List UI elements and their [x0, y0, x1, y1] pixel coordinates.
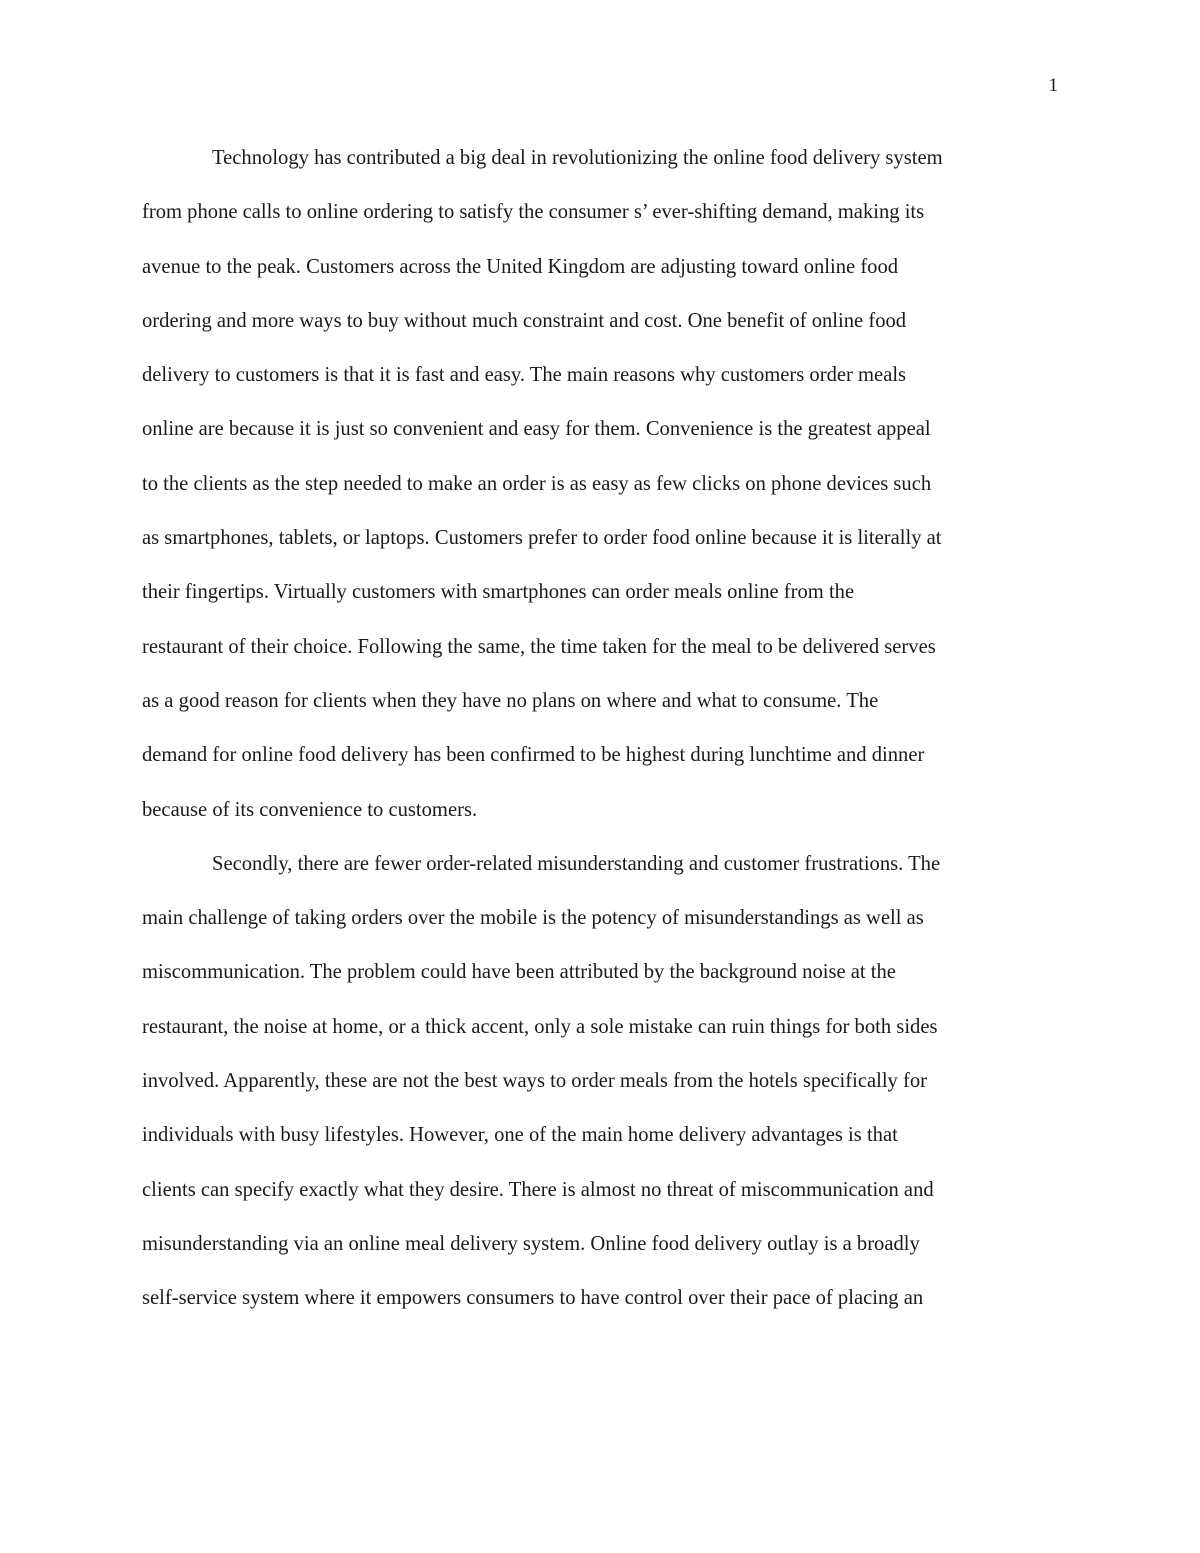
paragraph-line: to the clients as the step needed to make an order is as easy as few clicks on phone devices such: [142, 472, 932, 495]
paragraph-line: misunderstanding via an online meal delivery system. Online food delivery outlay is a broadly: [142, 1232, 920, 1255]
paragraph-line: as a good reason for clients when they have no plans on where and what to consume. The: [142, 689, 879, 712]
paragraph-line: individuals with busy lifestyles. However, one of the main home delivery advantages is that: [142, 1124, 898, 1147]
paragraph-line: self-service system where it empowers consumers to have control over their pace of placing an: [142, 1287, 924, 1310]
paragraph-line: miscommunication. The problem could have been attributed by the background noise at the: [142, 961, 896, 984]
paragraph-line: online are because it is just so convenient and easy for them. Convenience is the greatest appeal: [142, 418, 931, 441]
paragraph-line: as smartphones, tablets, or laptops. Customers prefer to order food online because it is literally at: [142, 527, 942, 550]
paragraph-line: main challenge of taking orders over the mobile is the potency of misunderstandings as well as: [142, 907, 924, 930]
paragraph-line: ordering and more ways to buy without much constraint and cost. One benefit of online food: [142, 309, 907, 332]
paragraph-line: avenue to the peak. Customers across the United Kingdom are adjusting toward online food: [142, 255, 899, 278]
paragraph-line: because of its convenience to customers.: [142, 798, 478, 821]
paragraph-line: restaurant of their choice. Following the same, the time taken for the meal to be delivered serves: [142, 635, 936, 658]
paragraph-1: [142, 131, 1058, 837]
paragraph-line: Secondly, there are fewer order-related misunderstanding and customer frustrations. The: [212, 852, 941, 875]
paragraph-line: their fingertips. Virtually customers with smartphones can order meals online from the: [142, 581, 855, 604]
document-body: [142, 131, 1058, 1326]
paragraph-line: demand for online food delivery has been confirmed to be highest during lunchtime and dinner: [142, 744, 925, 767]
paragraph-line: Technology has contributed a big deal in revolutionizing the online food delivery system: [212, 147, 943, 169]
paragraph-line: restaurant, the noise at home, or a thick accent, only a sole mistake can ruin things for both sides: [142, 1015, 938, 1038]
page-number: 1: [1048, 75, 1058, 96]
paragraph-2: [142, 837, 1058, 1326]
paragraph-line: delivery to customers is that it is fast and easy. The main reasons why customers order meals: [142, 364, 907, 387]
paragraph-line: clients can specify exactly what they desire. There is almost no threat of miscommunication and: [142, 1178, 934, 1201]
paragraph-line: involved. Apparently, these are not the best ways to order meals from the hotels specifically for: [142, 1070, 927, 1093]
paragraph-line: from phone calls to online ordering to satisfy the consumer s’ ever-shifting demand, making its: [142, 201, 925, 224]
